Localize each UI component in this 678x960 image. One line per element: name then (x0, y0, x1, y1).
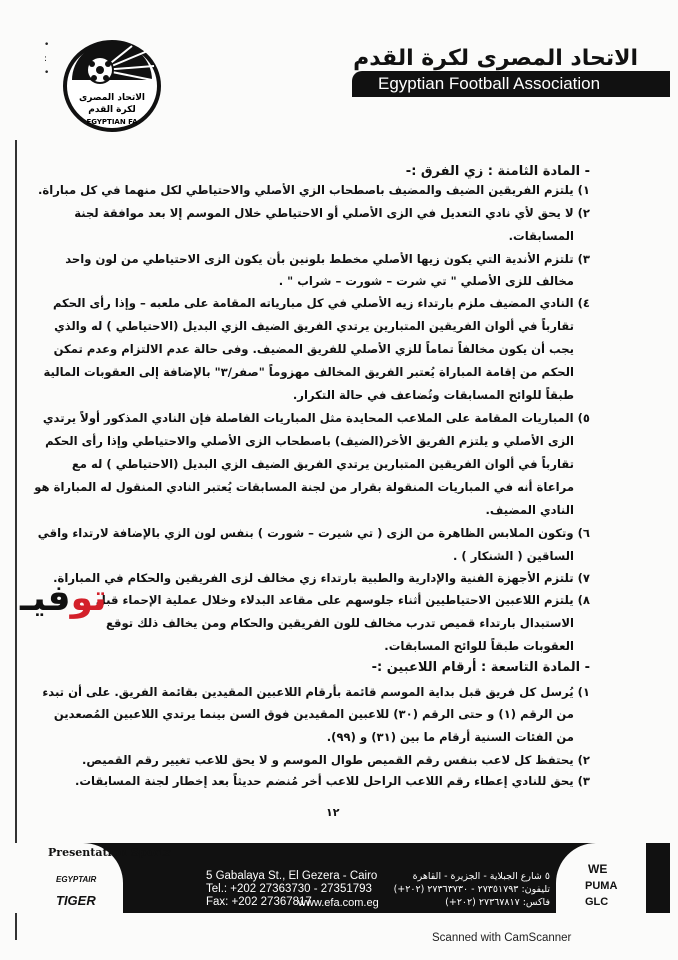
article-8-line: تقارباً في ألوان الفريقين المتبارين يرتدي الفريق الضيف الزي البديل (الاحتياطي ) له والذي (54, 319, 574, 333)
hole-punch-marks: • : • (44, 40, 50, 78)
association-title-arabic: الاتحاد المصرى لكرة القدم (353, 46, 638, 71)
address-ar: ٥ شارع الجبلاية - الجزيرة - القاهرة (412, 871, 550, 882)
tel-ar: تليفون: ٢٧٣٥١٧٩٣ - ٢٧٣٦٣٧٣٠ (٢٠٢+) (393, 884, 550, 895)
margin-line (15, 140, 17, 940)
website-link[interactable]: www.efa.com.eg (298, 897, 379, 909)
presentation-sports-logo: Presentation Sports (48, 846, 171, 859)
article-8-line: ٣) تلتزم الأندية التي يكون زيها الأصلي مخطط بلونين بأن يكون الزى الاحتياطي من لون واحد (65, 252, 590, 266)
svg-text:الاتحاد المصرى: الاتحاد المصرى (79, 93, 145, 103)
tiger-logo: TIGER (56, 893, 96, 908)
article-9-line: ٣) يحق للنادي إعطاء رقم اللاعب الراحل للاعب أخر مُنضم حديثاً بعد إخطار لجنة المسابقات. (74, 774, 590, 788)
article-8-line: ٨) يلتزم اللاعبين الاحتياطيين أثناء جلوسهم على مقاعد البدلاء وخلال عملية الإحماء قبل (95, 593, 590, 607)
watermark-red-part: تو (70, 578, 107, 619)
article-9-line: من الفئات السنية أرقام ما بين (٣١) و (٩٩). (326, 730, 574, 744)
puma-logo: PUMA (585, 880, 618, 892)
article-8-line: ٥) المباريات المقامة على الملاعب المحايدة مثل المباريات الفاصلة فإن النادي المذكور أولاً يرتدي (42, 411, 590, 425)
svg-text:EGYPTIAN FA: EGYPTIAN FA (86, 118, 138, 126)
article-9-line: ١) يُرسل كل فريق قبل بداية الموسم قائمة بأرقام اللاعبين المقيدين بقائمة الفريق. على أن تبدء (42, 685, 590, 699)
fax-ar: فاكس: ٢٧٣٦٧٨١٧ (٢٠٢+) (445, 897, 550, 908)
article-8-line: المسابقات. (508, 229, 574, 243)
footer-address-arabic (393, 870, 550, 909)
article-8-line: النادي المضيف. (485, 503, 574, 517)
article-8-line: ٦) وتكون الملابس الظاهرة من الزى ( تي شيرت – شورت ) بنفس لون الزي بالإضافة لارتداء واقي (37, 526, 590, 540)
page-number: ١٢ (326, 806, 340, 819)
article-8-line: مراعاة أنه في المباريات المنقولة بقرار من لجنة المسابقات يُعتبر النادي المنقول له المباراة هو (34, 480, 574, 494)
glc-logo: GLC (585, 896, 609, 908)
fax-en: Fax: +202 27367817 (206, 896, 312, 908)
article-9-line: ٢) يحتفظ كل لاعب بنفس رقم القميص طوال الموسم و لا يحق للاعب تغيير رقم القميص. (82, 753, 590, 767)
article-8-heading: - المادة الثامنة : زي الفرق :- (405, 164, 590, 179)
article-8-line: مخالف للزى الأصلي " تي شرت – شورت – شراب " . (278, 274, 574, 288)
article-8-line: الاستبدال بارتداء قميص تدرب مخالف للون الفريقين والحكام ومن يخالف ذلك توقع (105, 616, 574, 630)
article-9-heading: - المادة التاسعة : أرقام اللاعبين :- (371, 660, 590, 675)
we-logo: WE (588, 862, 608, 876)
article-8-line: ٧) تلتزم الأجهزة الفنية والإدارية والطبية بارتداء زي مخالف لزى الفريقين والحكام في المباراة. (53, 571, 590, 585)
article-8-line: ٢) لا يحق لأي نادي التعديل في الزى الأصلي أو الاحتياطي خلال الموسم إلا بعد موافقة لجنة (74, 206, 590, 220)
svg-text:لكرة القدم: لكرة القدم (88, 105, 136, 115)
article-8-line: طبقاً للوائح المسابقات وتُضاعف في حالة التكرار. (292, 388, 574, 402)
article-8-line: ٤) النادي المضيف ملزم بارتداء زيه الأصلي في كل مبارياته المقامة على ملعبه – وإذا رأى الحكم (52, 296, 590, 310)
efa-logo (62, 40, 162, 132)
camscanner-note: Scanned with CamScanner (432, 932, 572, 944)
article-8-line: يجب أن يكون مخالفاً تماماً للزي الأصلي للفريق المضيف. وفى حالة عدم الالتزام وعدم تمكن (53, 342, 574, 356)
article-8-line: ١) يلتزم الفريقين الضيف والمضيف باصطحاب الزي الأصلي والاحتياطي لكل منهما في كل مباراة. (37, 183, 590, 197)
association-title-english: Egyptian Football Association (352, 71, 670, 97)
article-8-line: الحكم من إقامة المباراة يُعتبر الفريق المخالف مهزوماً "صفر/٣" بالإضافة إلى العقوبات المالية (43, 365, 574, 379)
article-8-line: تقارباً في ألوان الفريقين المتبارين يرتدي الفريق الضيف الزي البديل (الاحتياطي ) له مع (71, 457, 574, 471)
fito-watermark (20, 578, 107, 620)
watermark-black-part: فيـ (20, 578, 71, 619)
tel-en: Tel.: +202 27363730 - 27351793 (206, 883, 372, 895)
article-8-line: العقوبات طبقاً للوائح المسابقات. (384, 639, 574, 653)
article-8-line: الزى الأصلي و يلتزم الفريق الأخر(الضيف) باصطحاب الزى الأصلي والاحتياطي وإذا رأى الحكم (45, 434, 574, 448)
article-9-line: من الرقم (١) و حتى الرقم (٣٠) للاعبين المقيدين فوق السن بينما يرتدي اللاعبين المُصعدين (53, 707, 574, 721)
address-en: 5 Gabalaya St., El Gezera - Cairo (206, 870, 378, 882)
article-8-line: الساقين ( الشنكار ) . (452, 549, 574, 563)
egyptair-logo: EGYPTAIR (56, 875, 97, 884)
